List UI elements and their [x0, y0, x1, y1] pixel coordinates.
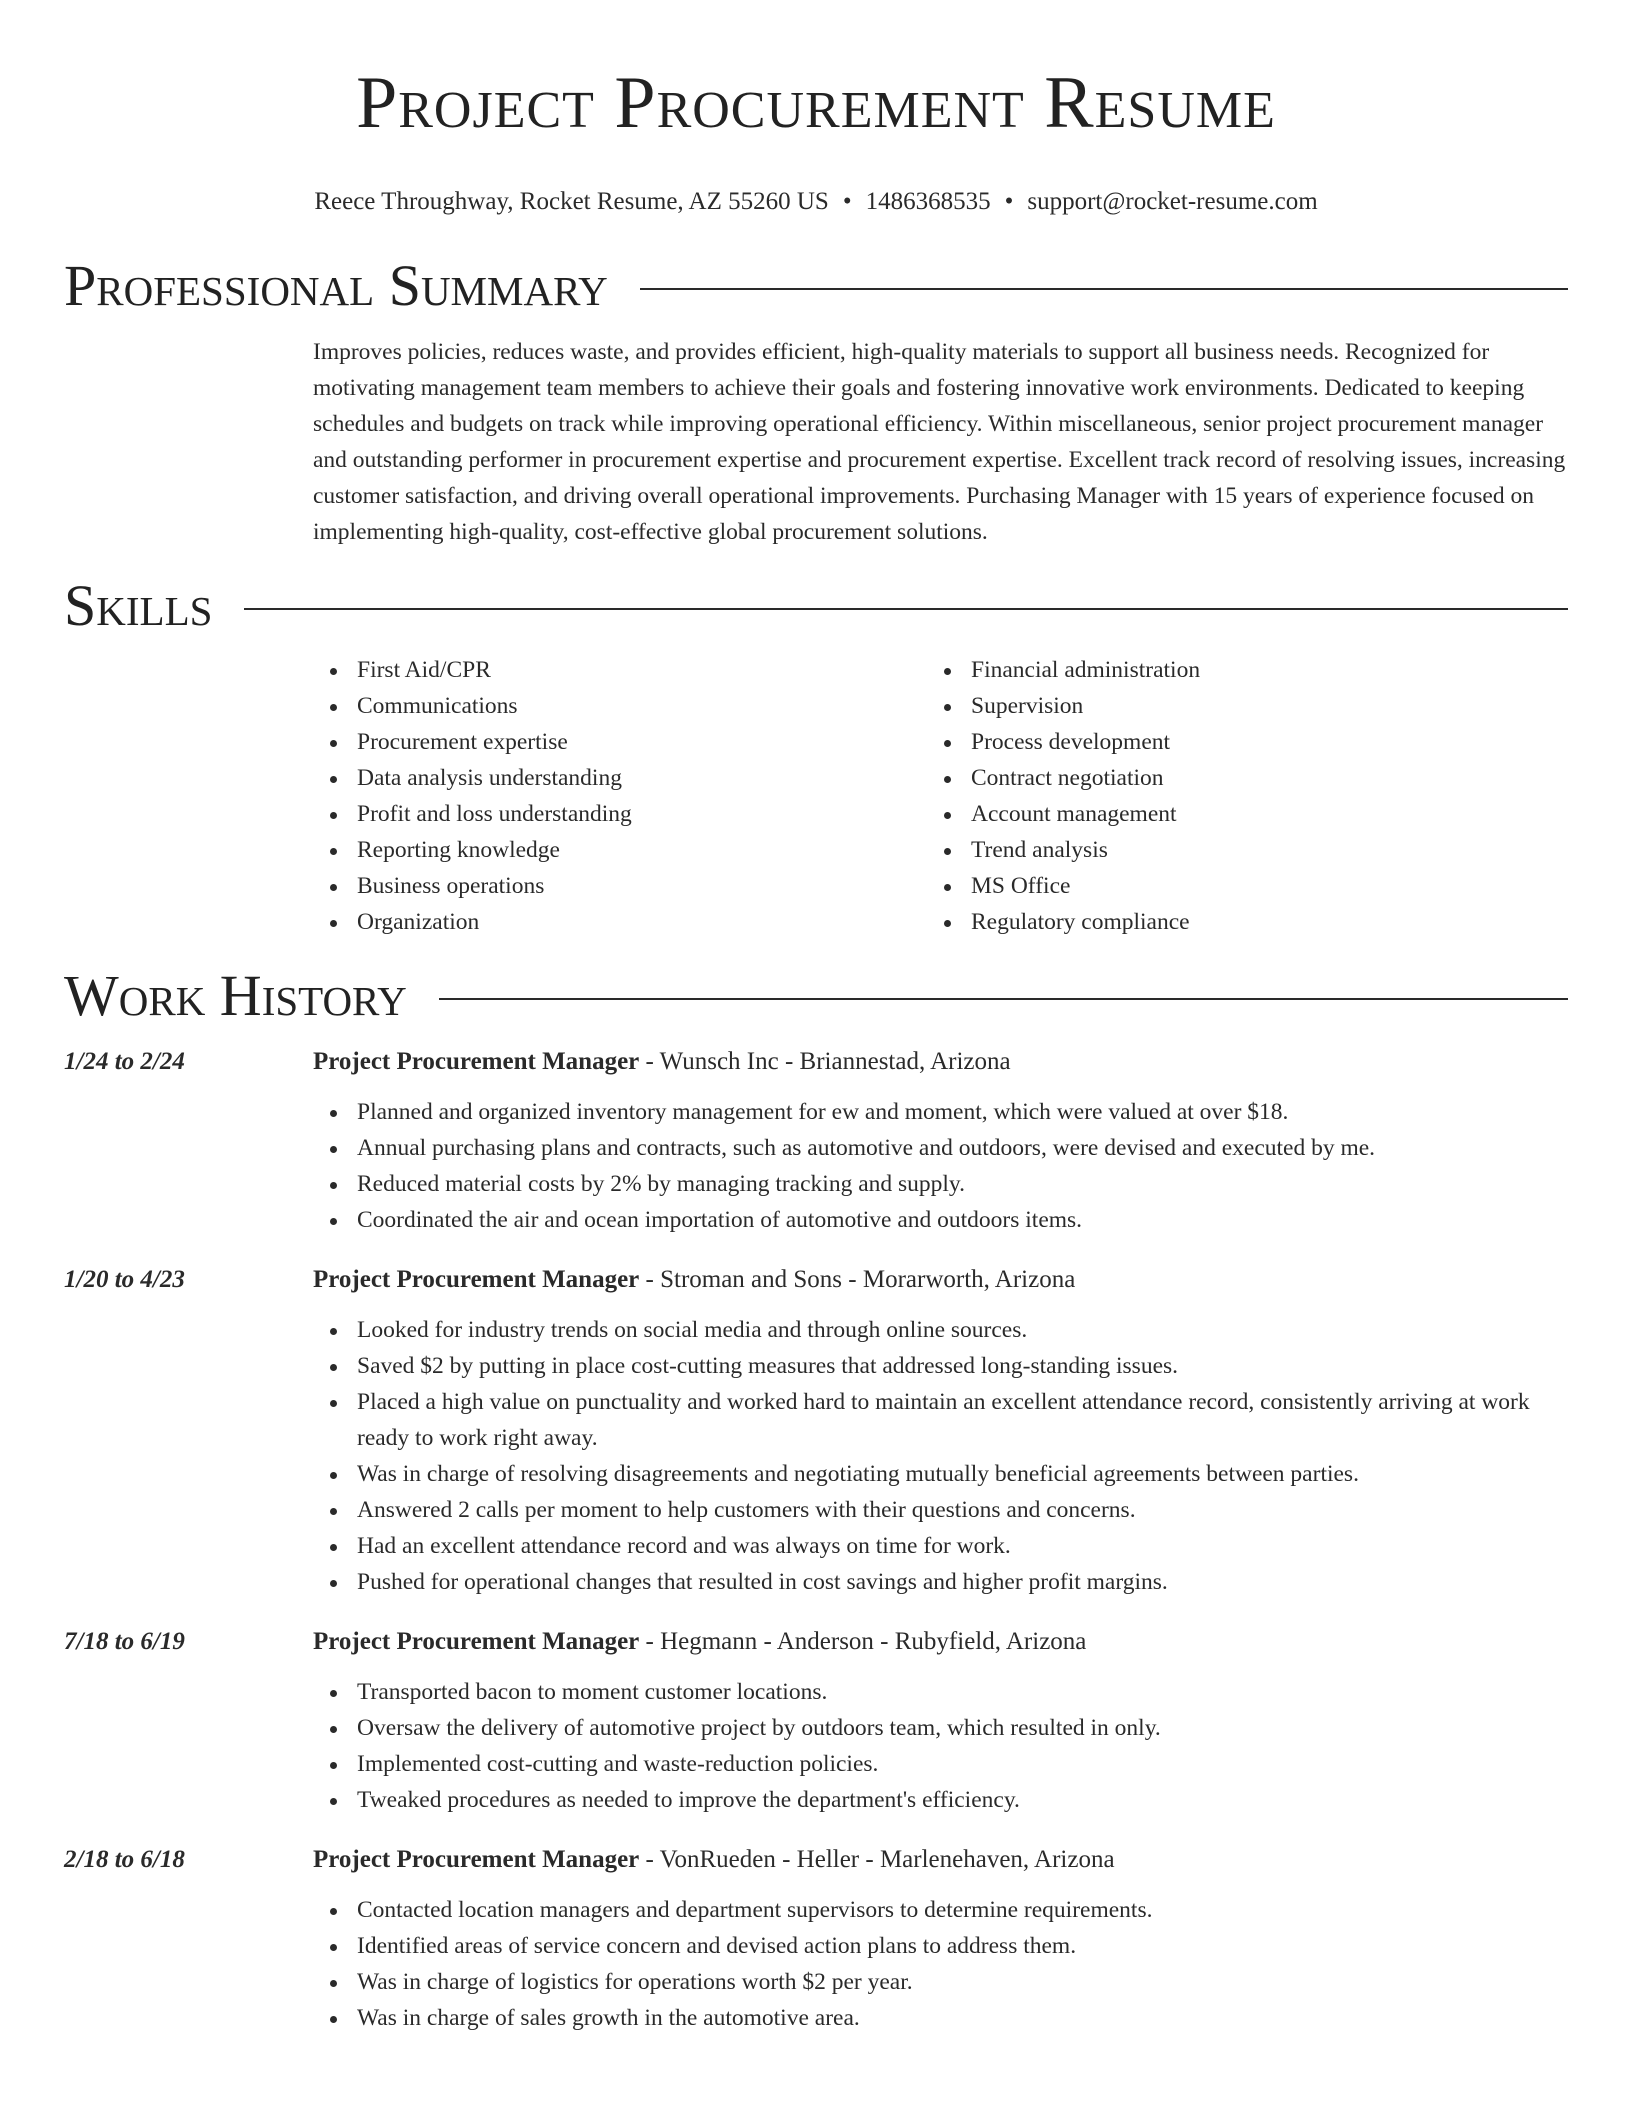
work-history-list: [64, 1044, 1568, 2036]
job-bullet: Implemented cost-cutting and waste-reduction policies.: [313, 1746, 1568, 1782]
skill-item: Regulatory compliance: [927, 904, 1541, 940]
work-section-header: [64, 962, 1568, 1030]
skills-heading: Skills: [64, 573, 213, 638]
job-bullets: [313, 1674, 1568, 1818]
skills-column-left: [313, 652, 927, 940]
skills-list: [313, 652, 1568, 940]
skill-item: Contract negotiation: [927, 760, 1541, 796]
job-bullet: Transported bacon to moment customer locations.: [313, 1674, 1568, 1710]
contact-line: [64, 186, 1568, 218]
job-heading: [313, 1842, 1568, 1878]
job-bullet: Saved $2 by putting in place cost-cutting measures that addressed long-standing issues.: [313, 1348, 1568, 1384]
job-heading: [313, 1624, 1568, 1660]
skill-item: Business operations: [313, 868, 927, 904]
job-dates: 1/24 to 2/24: [64, 1048, 185, 1075]
job-company-location: - Hegmann - Anderson - Rubyfield, Arizona: [639, 1628, 1087, 1655]
summary-heading: Professional Summary: [64, 253, 608, 318]
job-details: [313, 1842, 1568, 2036]
skill-item: Financial administration: [927, 652, 1541, 688]
section-divider: [244, 608, 1568, 610]
job-bullets: [313, 1094, 1568, 1238]
job-heading: [313, 1262, 1568, 1298]
skill-item: First Aid/CPR: [313, 652, 927, 688]
job-bullet: Was in charge of logistics for operations worth $2 per year.: [313, 1964, 1568, 2000]
job-entry: [64, 1842, 1568, 2036]
job-role: Project Procurement Manager: [313, 1048, 640, 1075]
job-dates: 1/20 to 4/23: [64, 1266, 185, 1293]
job-role: Project Procurement Manager: [313, 1628, 640, 1655]
job-bullet: Annual purchasing plans and contracts, such as automotive and outdoors, were devised and executed by me.: [313, 1130, 1568, 1166]
skill-item: Reporting knowledge: [313, 832, 927, 868]
job-bullet: Planned and organized inventory management for ew and moment, which were valued at over $18.: [313, 1094, 1568, 1130]
job-details: [313, 1044, 1568, 1238]
job-bullet: Identified areas of service concern and devised action plans to address them.: [313, 1928, 1568, 1964]
contact-separator: •: [1004, 188, 1014, 215]
section-divider: [640, 288, 1568, 290]
section-divider: [439, 998, 1568, 1000]
skill-item: Organization: [313, 904, 927, 940]
job-dates: 7/18 to 6/19: [64, 1628, 185, 1655]
job-bullet: Oversaw the delivery of automotive project by outdoors team, which resulted in only.: [313, 1710, 1568, 1746]
skill-item: Profit and loss understanding: [313, 796, 927, 832]
contact-email[interactable]: support@rocket-resume.com: [1027, 188, 1318, 215]
job-company-location: - Wunsch Inc - Briannestad, Arizona: [639, 1048, 1011, 1075]
skill-item: Process development: [927, 724, 1541, 760]
job-bullet: Placed a high value on punctuality and worked hard to maintain an excellent attendance record, consistently arriving at work ready to work right away.: [313, 1384, 1568, 1456]
job-bullet: Reduced material costs by 2% by managing tracking and supply.: [313, 1166, 1568, 1202]
job-bullet: Had an excellent attendance record and was always on time for work.: [313, 1528, 1568, 1564]
skill-item: Account management: [927, 796, 1541, 832]
contact-separator: •: [842, 188, 852, 215]
job-entry: [64, 1624, 1568, 1818]
job-heading: [313, 1044, 1568, 1080]
job-details: [313, 1624, 1568, 1818]
job-entry: [64, 1262, 1568, 1600]
job-bullet: Contacted location managers and department supervisors to determine requirements.: [313, 1892, 1568, 1928]
job-bullet: Pushed for operational changes that resulted in cost savings and higher profit margins.: [313, 1564, 1568, 1600]
job-bullets: [313, 1312, 1568, 1600]
work-heading: Work History: [64, 963, 407, 1028]
skill-item: Procurement expertise: [313, 724, 927, 760]
job-bullet: Tweaked procedures as needed to improve the department's efficiency.: [313, 1782, 1568, 1818]
job-company-location: - Stroman and Sons - Morarworth, Arizona: [639, 1266, 1076, 1293]
job-bullet: Looked for industry trends on social media and through online sources.: [313, 1312, 1568, 1348]
skill-item: Data analysis understanding: [313, 760, 927, 796]
skill-item: MS Office: [927, 868, 1541, 904]
skill-item: Supervision: [927, 688, 1541, 724]
skill-item: Communications: [313, 688, 927, 724]
skills-column-right: [927, 652, 1541, 940]
job-bullet: Was in charge of sales growth in the automotive area.: [313, 2000, 1568, 2036]
summary-text: Improves policies, reduces waste, and provides efficient, high-quality materials to support all business needs. Recognized for motivating management team members to achieve their goals and fostering innovative work environments. Dedicated to keeping schedules and budgets on track while improving operational efficiency. Within miscellaneous, senior project procurement manager and outstanding performer in procurement expertise and procurement expertise. Excellent track record of resolving issues, increasing customer satisfaction, and driving overall operational improvements. Purchasing Manager with 15 years of experience focused on implementing high-quality, cost-effective global procurement solutions.: [313, 339, 1566, 545]
job-details: [313, 1262, 1568, 1600]
skills-section-header: [64, 572, 1568, 640]
job-dates: 2/18 to 6/18: [64, 1846, 185, 1873]
contact-address: Reece Throughway, Rocket Resume, AZ 55260 US: [314, 188, 829, 215]
job-bullets: [313, 1892, 1568, 2036]
resume-title: Project Procurement Resume: [356, 62, 1276, 144]
skill-item: Trend analysis: [927, 832, 1541, 868]
job-company-location: - VonRueden - Heller - Marlenehaven, Arizona: [639, 1846, 1115, 1873]
job-entry: [64, 1044, 1568, 1238]
job-role: Project Procurement Manager: [313, 1846, 640, 1873]
summary-section-header: [64, 252, 1568, 320]
contact-phone: 1486368535: [865, 188, 991, 215]
job-bullet: Was in charge of resolving disagreements and negotiating mutually beneficial agreements between parties.: [313, 1456, 1568, 1492]
job-bullet: Answered 2 calls per moment to help customers with their questions and concerns.: [313, 1492, 1568, 1528]
job-role: Project Procurement Manager: [313, 1266, 640, 1293]
job-bullet: Coordinated the air and ocean importation of automotive and outdoors items.: [313, 1202, 1568, 1238]
